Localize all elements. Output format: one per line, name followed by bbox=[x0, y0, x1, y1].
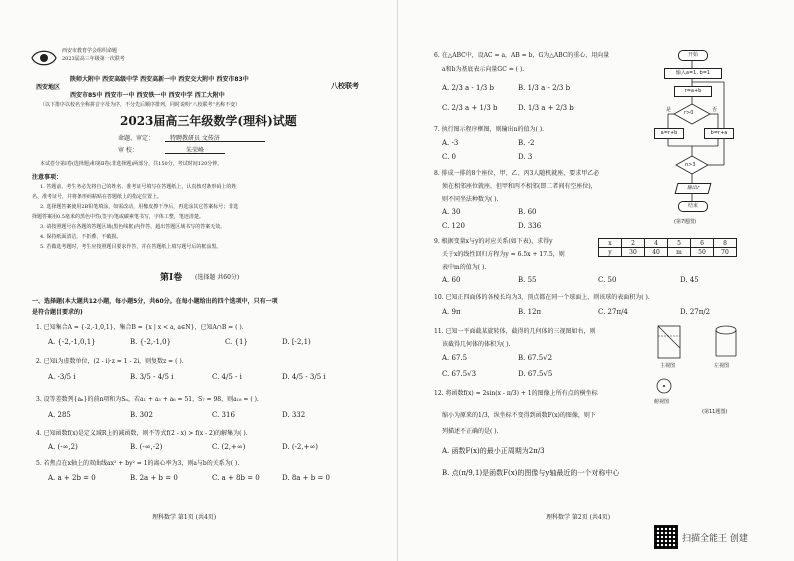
q11-option-b: B. 67.5√2 bbox=[518, 354, 553, 362]
q2-option-d: D. 4/5 - 3/5 i bbox=[282, 373, 326, 381]
q8-stem: 8. 排成一排的8个座位，甲、乙、丙3人随机就座，要求甲乙必 bbox=[434, 170, 600, 177]
union-label: 八校联考 bbox=[331, 82, 359, 90]
qr-code-icon bbox=[654, 525, 678, 549]
flow-yes: 是 bbox=[666, 107, 672, 113]
table-cell: 8 bbox=[714, 239, 737, 248]
footer-left: 理科数学 第1页 (共4页) bbox=[152, 514, 217, 521]
q9-stem-2: 关于x的线性回归方程为y = 6.5x + 17.5，则 bbox=[442, 251, 565, 258]
table-cell: x bbox=[599, 239, 622, 248]
q4-stem: 4. 已知函数f(x)是定义域R上的减函数，则不等式f(2 - x) > f(x - 2)的解集为( ). bbox=[36, 430, 248, 437]
q12-option-b: B. 点(π/9,1)是函数F(x)的图像与y轴最近的一个对称中心 bbox=[442, 469, 620, 477]
reviewer-name: 朱荣峰 bbox=[186, 147, 205, 154]
table-cell: 4 bbox=[645, 239, 668, 248]
q9-option-a: A. 60 bbox=[442, 276, 461, 284]
table-cell: 50 bbox=[691, 248, 714, 257]
part1-title: 第Ⅰ卷 bbox=[160, 273, 183, 283]
three-views bbox=[650, 320, 750, 420]
q12-stem-3: 列描述不正确的是( ). bbox=[442, 428, 499, 435]
q7-option-b: B. -2 bbox=[518, 139, 535, 147]
reviewer-label: 审 校： bbox=[118, 147, 138, 154]
q1-option-c: C. {1} bbox=[225, 338, 248, 346]
q4-option-b: B. (-∞,-2) bbox=[130, 443, 163, 451]
q7-stem: 7. 执行图示程序框图，则输出n的值为( ). bbox=[434, 126, 544, 133]
intro-text: 本试卷分第Ⅰ卷(选择题)和第Ⅱ卷(非选择题)两部分，共150分，考试时间120分钟。 bbox=[40, 161, 223, 167]
q12-stem-2: 缩小为原来的1/3，纵坐标不变得到函数F(x)的图像，则下 bbox=[442, 412, 596, 419]
q3-stem: 3. 设等差数列{aₙ}的前n项和为Sₙ，若a₁ + a₃ + a₆ = 51，S₇ = 98，则a₁₈ = ( ). bbox=[36, 396, 259, 403]
flow-cond: r>0 bbox=[684, 110, 694, 116]
right-page bbox=[397, 0, 794, 561]
q11-option-d: D. 67.5√5 bbox=[518, 370, 553, 378]
q9-option-c: C. 50 bbox=[598, 276, 617, 284]
q10-option-b: B. 12π bbox=[518, 308, 542, 316]
reviewer-underline bbox=[165, 153, 225, 154]
top-view-label: 俯视图 bbox=[654, 399, 670, 405]
q12-option-a: A. 函数F(x)的最小正周期为2π/3 bbox=[442, 447, 545, 455]
footer-right: 理科数学 第2页 (共4页) bbox=[546, 514, 611, 521]
region-label: 西安地区 bbox=[36, 84, 61, 91]
q2-stem: 2. 已知i为虚数单位，(2 - i)·z = 1 - 2i，则复数z = ( ). bbox=[36, 358, 184, 365]
q2-option-a: A. -3/5 i bbox=[48, 373, 76, 381]
section1-header-cont: 是符合题目要求的) bbox=[32, 309, 83, 316]
logo-text-2: 2023届高三年级第一次联考 bbox=[62, 56, 125, 62]
q7-option-c: C. 0 bbox=[442, 153, 457, 161]
note-line-3: 2. 选择题答案使用2B铅笔填涂，如需改动，用橡皮擦干净后，再选涂其它答案标号；非选 bbox=[40, 204, 239, 210]
schools-row-1: 陕师大附中 西安高级中学 西安高新一中 西安交大附中 西安市83中 bbox=[70, 76, 249, 83]
flow-end: 结束 bbox=[678, 201, 708, 212]
side-view-shape bbox=[706, 324, 746, 364]
q4-option-c: C. (2,+∞) bbox=[212, 443, 246, 451]
table-cell: 40 bbox=[645, 248, 668, 257]
q3-option-c: C. 316 bbox=[212, 411, 235, 419]
q7-option-a: A. -3 bbox=[442, 139, 459, 147]
q11-option-a: A. 67.5 bbox=[442, 354, 468, 362]
table-row bbox=[599, 239, 737, 248]
top-view-shape bbox=[654, 376, 674, 396]
q10-option-d: D. 27π/2 bbox=[680, 308, 711, 316]
table-cell: m bbox=[668, 248, 691, 257]
flow-cond-2: n>3 bbox=[685, 162, 696, 168]
views-caption: (第11题图) bbox=[702, 409, 728, 415]
q5-stem: 5. 若焦点在x轴上的双曲线ax² + by² = 1的离心率为3，则a与b的关系为( ). bbox=[36, 460, 240, 467]
q7-option-d: D. 3 bbox=[518, 153, 533, 161]
q3-option-b: B. 302 bbox=[130, 411, 153, 419]
q5-option-b: B. 2a + b = 0 bbox=[130, 474, 178, 482]
table-cell: y bbox=[599, 248, 622, 257]
q6-option-d: D. 1/3 a + 2/3 b bbox=[518, 104, 574, 112]
q3-option-a: A. 285 bbox=[48, 411, 71, 419]
section1-header: 一、选择题(本大题共12小题，每小题5分，共60分。在每小题给出的四个选项中，只有一项 bbox=[32, 298, 278, 305]
front-view-label: 主视图 bbox=[660, 363, 676, 369]
flow-step: r=a+b bbox=[674, 86, 712, 97]
q9-option-b: B. 55 bbox=[518, 276, 537, 284]
logo-emblem-icon bbox=[30, 47, 58, 69]
q5-option-d: D. 8a + b = 0 bbox=[282, 474, 331, 482]
flow-right: b=r+a bbox=[704, 128, 734, 139]
q6-option-c: C. 2/3 a + 1/3 b bbox=[442, 104, 498, 112]
q6-option-a: A. 2/3 a - 1/3 b bbox=[442, 84, 494, 92]
schools-row-2: 西安市85中 西安市一中 西安铁一中 西安中学 西工大附中 bbox=[70, 92, 225, 99]
table-cell: 70 bbox=[714, 248, 737, 257]
note-line-1: 1. 答题前，考生务必先将自己的姓名、准考证号填写在答题纸上，认真核对条形码上的姓 bbox=[40, 184, 237, 190]
part1-subtitle: (选择题 共60分) bbox=[195, 274, 240, 281]
flowchart bbox=[660, 48, 730, 228]
q1-stem: 1. 已知集合A = {-2,-1,0,1}，集合B = {x | x < a, a∈N}，已知A∩B = ( ). bbox=[36, 324, 244, 331]
q8-option-b: B. 60 bbox=[518, 208, 537, 216]
flow-no: 否 bbox=[712, 107, 718, 113]
note-line-5: 3. 请按照题号在各题的答题区域(黑色线框)内作答，超出答题区域书写的答案无效。 bbox=[40, 224, 226, 230]
q6-option-b: B. 1/3 a - 2/3 b bbox=[518, 84, 571, 92]
flow-left: a=r+b bbox=[654, 128, 684, 139]
q11-stem-2: 该截得几何体的体积为( ). bbox=[442, 341, 511, 348]
q8-option-d: D. 336 bbox=[518, 222, 542, 230]
q1-option-a: A. {-2,-1,0,1} bbox=[48, 338, 96, 346]
author-label: 命题、审定： bbox=[118, 135, 155, 142]
q4-option-d: D. (-2,+∞) bbox=[282, 443, 319, 451]
front-view-shape bbox=[652, 324, 692, 364]
note-line-4: 择题答案用0.5毫米的黑色中性(签字)笔或碳素笔书写，字体工整，笔迹清楚。 bbox=[32, 214, 204, 220]
exam-title: 2023届高三年级数学(理科)试题 bbox=[120, 114, 297, 128]
q1-option-d: D. [-2,1) bbox=[282, 338, 311, 346]
q10-option-a: A. 9π bbox=[442, 308, 461, 316]
q2-option-c: C. 4/5 - i bbox=[212, 373, 242, 381]
q10-stem: 10. 已知正四面体的各棱长均为3，顶点都在同一个球面上，则该球的表面积为( ). bbox=[434, 294, 650, 301]
table-cell: 6 bbox=[691, 239, 714, 248]
note-line-6: 4. 保持纸面清洁，不折叠，不破损。 bbox=[40, 234, 122, 240]
author-underline bbox=[165, 141, 265, 142]
scanner-watermark: 扫描全能王 创建 bbox=[682, 534, 748, 544]
note-line-2: 名、准考证号，并将条形码粘贴在答题纸上的指定位置上。 bbox=[32, 194, 163, 200]
flow-output: 输出r bbox=[675, 183, 712, 194]
q5-option-a: A. a + 2b = 0 bbox=[48, 474, 96, 482]
q1-option-b: B. {-2,-1,0} bbox=[130, 338, 172, 346]
q4-option-a: A. (-∞,2) bbox=[48, 443, 78, 451]
note-line-7: 5. 若做选考题时，考生应按照题目要求作答，并在答题纸上填写题号后的框涂黑。 bbox=[40, 244, 222, 250]
author-name: 特聘教研员 文传济 bbox=[170, 135, 220, 142]
notes-title: 注意事项： bbox=[32, 174, 63, 181]
q5-option-c: C. a + 8b = 0 bbox=[212, 474, 260, 482]
table-cell: 2 bbox=[622, 239, 645, 248]
q6-stem: 6. 在△ABC中，设AC = a，AB = b，G为△ABC的重心，用向量 bbox=[434, 52, 610, 59]
table-cell: 30 bbox=[622, 248, 645, 257]
q11-option-c: C. 67.5√3 bbox=[442, 370, 477, 378]
q9-stem: 9. 根据变量x与y的对应关系(如下表)，求得y bbox=[434, 238, 553, 245]
q10-option-c: C. 27π/4 bbox=[598, 308, 628, 316]
logo-text-1: 西安市教育学会组织命题 bbox=[62, 48, 118, 54]
flow-caption: (第7题图) bbox=[674, 219, 697, 225]
q8-option-a: A. 30 bbox=[442, 208, 461, 216]
table-cell: 5 bbox=[668, 239, 691, 248]
q9-table bbox=[598, 238, 737, 257]
q9-option-d: D. 45 bbox=[680, 276, 699, 284]
q2-option-b: B. 3/5 - 4/5 i bbox=[130, 373, 174, 381]
flow-start: 开始 bbox=[678, 50, 708, 61]
table-row bbox=[599, 248, 737, 257]
q6-stem-2: a和b为基底表示向量GC = ( ). bbox=[442, 66, 525, 73]
q8-stem-3: 则不同坐法种数为( ). bbox=[442, 196, 499, 203]
q12-stem: 12. 将函数f(x) = 2sin(x - π/3) + 1的图像上所有点的横坐标 bbox=[434, 390, 598, 397]
q3-option-d: D. 332 bbox=[282, 411, 306, 419]
flow-input: 输入a=1, b=1 bbox=[664, 68, 722, 79]
q8-option-c: C. 120 bbox=[442, 222, 465, 230]
q11-stem: 11. 已知一平面截某旋转体，截得的几何体的三视图如右，则 bbox=[434, 328, 596, 335]
header-note: （以下排序以校名全称拼音字母为序，不分先后顺序排列，同时说明“八校联考”名称不变） bbox=[40, 102, 241, 108]
side-view-label: 左视图 bbox=[714, 363, 730, 369]
q8-stem-2: 须在相邻座位就座，但甲和丙不相邻(即二者间有空座位)， bbox=[442, 183, 597, 190]
q9-stem-3: 表中m的值为( ). bbox=[442, 264, 487, 271]
